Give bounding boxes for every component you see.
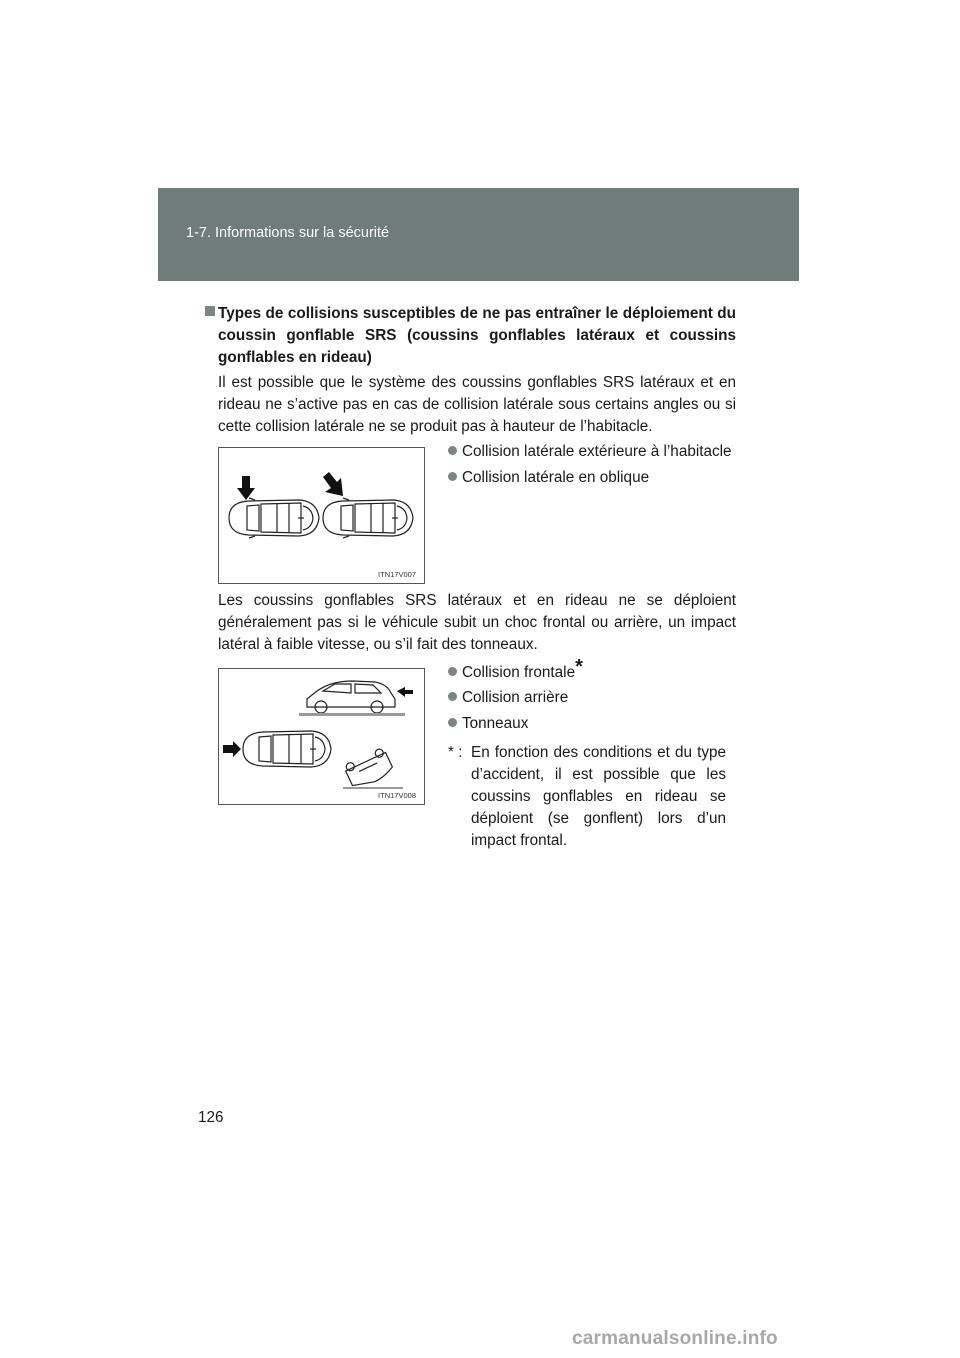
bullet-item: Collision frontale*	[448, 662, 583, 684]
impact-arrow-vertical	[237, 476, 255, 500]
side-collision-illustration	[219, 448, 424, 583]
car-top-view-2	[323, 498, 413, 538]
car-top-view-1	[229, 498, 319, 538]
car-top-view-3	[243, 731, 331, 767]
car-rollover	[343, 747, 395, 791]
middle-paragraph: Les coussins gonflables SRS latéraux et en rideau ne se déploient généralement pas si le véhicule subit un choc frontal ou arrière, un impact latéral à faible vitesse, ou s’il fait des tonneaux.	[218, 592, 736, 653]
footnote-star: *	[575, 656, 583, 678]
bullet-item: Collision latérale extérieure à l’habitacle	[448, 441, 732, 463]
site-watermark: carmanualsonline.info	[572, 1328, 778, 1349]
bullet-dot-icon	[448, 446, 457, 455]
figure-frontal-rear-rollover	[218, 668, 425, 805]
bullet-item: Tonneaux	[448, 713, 528, 735]
car-side-view	[307, 681, 395, 713]
footnote-mark: * :	[448, 744, 463, 761]
figure-side-collision	[218, 447, 425, 584]
figure-code: ITN17V007	[378, 570, 416, 579]
bullet-item: Collision arrière	[448, 687, 568, 709]
impact-arrow-diagonal	[323, 472, 343, 496]
bullet-dot-icon	[448, 718, 457, 727]
section-title: 1-7. Informations sur la sécurité	[186, 225, 390, 241]
intro-paragraph: Il est possible que le système des coussins gonflables SRS latéraux et en rideau ne s’active pas en cas de collision latérale sous certains angles ou si cette collision latérale ne se produit pas à hauteur de l’habitacle.	[218, 374, 736, 435]
ground-line	[343, 787, 403, 789]
bullet-dot-icon	[448, 692, 457, 701]
bullet-dot-icon	[448, 667, 457, 676]
heading-square-icon	[205, 306, 215, 316]
footnote-text: En fonction des conditions et du type d’accident, il est possible que les coussins gonflables en rideau se déploient (se gonflent) lors d’un impact frontal.	[471, 744, 726, 849]
bullet-dot-icon	[448, 472, 457, 481]
impact-arrow-front	[223, 741, 241, 757]
ground-line	[299, 713, 405, 716]
impact-arrow-rear	[397, 687, 413, 697]
figure-code: ITN17V008	[378, 791, 416, 800]
section-heading: Types de collisions susceptibles de ne pas entraîner le déploiement du coussin gonflable SRS (coussins gonflables latéraux et coussins gonflables en rideau)	[218, 305, 736, 366]
page-number: 126	[198, 1109, 224, 1126]
bullet-item: Collision latérale en oblique	[448, 467, 649, 489]
frontal-rear-rollover-illustration	[219, 669, 424, 804]
